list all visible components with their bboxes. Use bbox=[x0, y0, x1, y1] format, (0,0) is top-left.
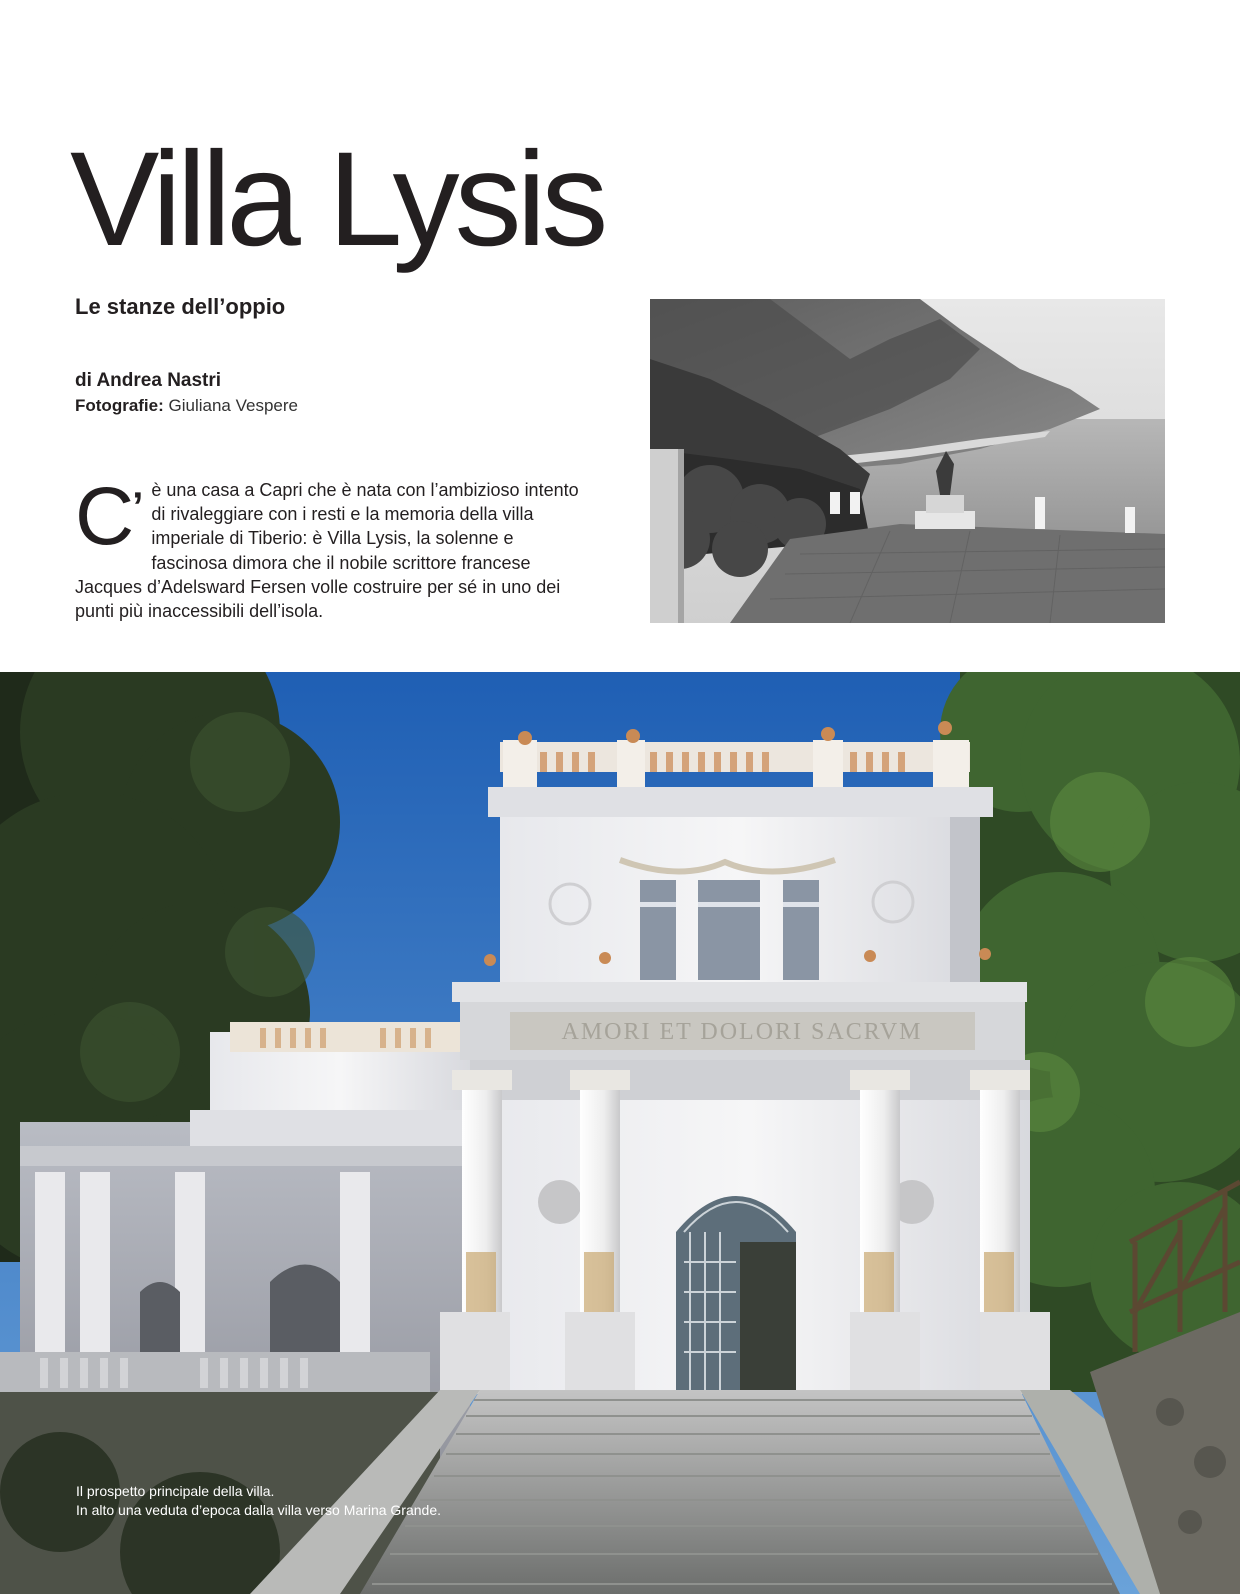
intro-text: è una casa a Capri che è nata con l’ambizioso intento di rivaleggiare con i resti e la memoria della villa imperiale di Tiberio: è Villa Lysis, la solenne e fascinosa dimora che il nobile scrittore francese Jacques d’Adelsward Fersen volle costruire per sé in uno dei punti più inaccessibili dell’isola. bbox=[75, 480, 579, 622]
photo-credit-label: Fotografie: bbox=[75, 396, 164, 415]
caption-line-1: Il prospetto principale della villa. bbox=[76, 1483, 275, 1499]
drop-cap: C’ bbox=[75, 471, 144, 562]
photo-credit bbox=[75, 394, 298, 418]
villa-photo bbox=[0, 672, 1240, 1594]
photo-caption bbox=[76, 1482, 441, 1519]
entablature-inscription: AMORI ET DOLORI SACRVM bbox=[561, 1019, 923, 1045]
author-byline: di Andrea Nastri bbox=[75, 370, 222, 391]
article-subtitle: Le stanze dell’oppio bbox=[75, 294, 286, 319]
historic-photo bbox=[650, 299, 1165, 623]
caption-line-2: In alto una veduta d’epoca dalla villa verso Marina Grande. bbox=[76, 1501, 441, 1518]
photo-credit-name: Giuliana Vespere bbox=[168, 396, 298, 415]
intro-paragraph bbox=[75, 471, 591, 623]
article-title: Villa Lysis bbox=[70, 125, 604, 274]
